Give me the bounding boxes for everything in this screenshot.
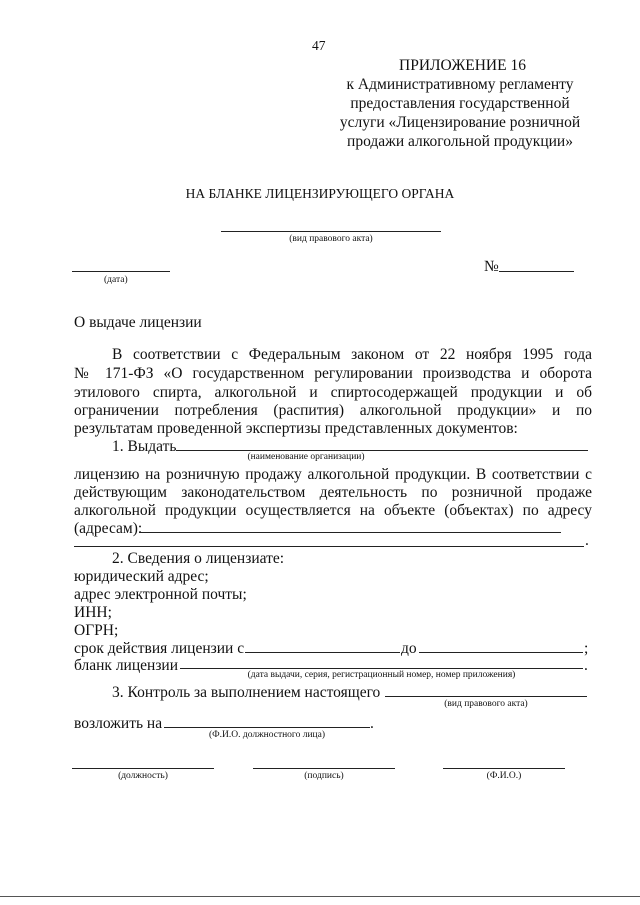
organization-line [176,450,588,451]
licensee-field: ОГРН; [74,622,119,639]
assign-end: . [370,715,374,732]
blank-caption: (дата выдачи, серия, регистрационный номер, номер приложения) [247,670,516,680]
licensee-field: адрес электронной почты; [74,586,247,603]
fio-line [443,768,565,769]
page-number: 47 [312,38,326,53]
intro-line: ограничении потребления (распития) алкогольной продукции» и по [74,402,592,419]
item1-line: лицензию на розничную продажу алкогольной продукции. В соответствии с [74,466,592,483]
date-caption: (дата) [104,275,128,285]
item3-label: 3. Контроль за выполнением настоящего [112,684,381,701]
blank-end: . [584,657,588,674]
blank-line [180,668,583,669]
address-line-2 [74,546,584,547]
position-caption: (должность) [118,771,168,781]
item1-line: алкогольной продукции осуществляется на объекте (объектах) по адресу [74,502,592,519]
validity-to-line [419,652,583,653]
appendix-line: продажи алкогольной продукции» [347,133,573,150]
position-line [72,768,214,769]
number-label: № [484,258,499,275]
address-line [139,532,561,533]
act-type-caption: (вид правового акта) [289,234,373,244]
assign-line [164,727,370,728]
signature-line [253,768,395,769]
item1-line: действующим законодательством деятельность по розничной продаже [74,484,592,501]
validity-end: ; [584,640,589,657]
act-type-line [221,231,441,232]
control-act-line [385,696,587,697]
appendix-line: предоставления государственной [350,95,570,112]
licensee-field: ИНН; [74,604,112,621]
intro-line: этилового спирта, алкогольной и спиртосодержащей продукции и об [74,384,592,401]
intro-line: № 171-ФЗ «О государственном регулировании производства и оборота [74,365,592,382]
page-bottom-rule [0,896,640,897]
appendix-line: услуги «Лицензирование розничной [339,114,581,131]
validity-label: срок действия лицензии с [74,640,245,657]
addresses-label: (адресам): [74,520,143,537]
date-line [72,271,170,272]
signature-caption: (подпись) [304,771,344,781]
letterhead-note: НА БЛАНКЕ ЛИЦЕНЗИРУЮЩЕГО ОРГАНА [185,186,455,201]
organization-caption: (наименование организации) [247,452,365,462]
licensee-field: юридический адрес; [74,568,209,585]
blank-label: бланк лицензии [74,657,179,674]
fio-caption: (Ф.И.О.) [486,771,522,781]
control-act-caption: (вид правового акта) [444,699,528,709]
assign-label: возложить на [74,715,163,732]
appendix-title: ПРИЛОЖЕНИЕ 16 [399,57,526,74]
item1-label: 1. Выдать [112,438,177,455]
address-end: . [585,532,589,549]
intro-line: В соответствии с Федеральным законом от 22 ноября 1995 года [112,346,592,363]
validity-to-label: до [401,640,417,657]
intro-line: результатам проведенной экспертизы представленных документов: [74,420,518,437]
number-line [499,271,574,272]
appendix-line: к Административному регламенту [346,76,574,93]
assign-caption: (Ф.И.О. должностного лица) [209,730,325,740]
validity-from-line [245,652,400,653]
item2-label: 2. Сведения о лицензиате: [112,550,285,567]
subject-title: О выдаче лицензии [74,314,202,331]
